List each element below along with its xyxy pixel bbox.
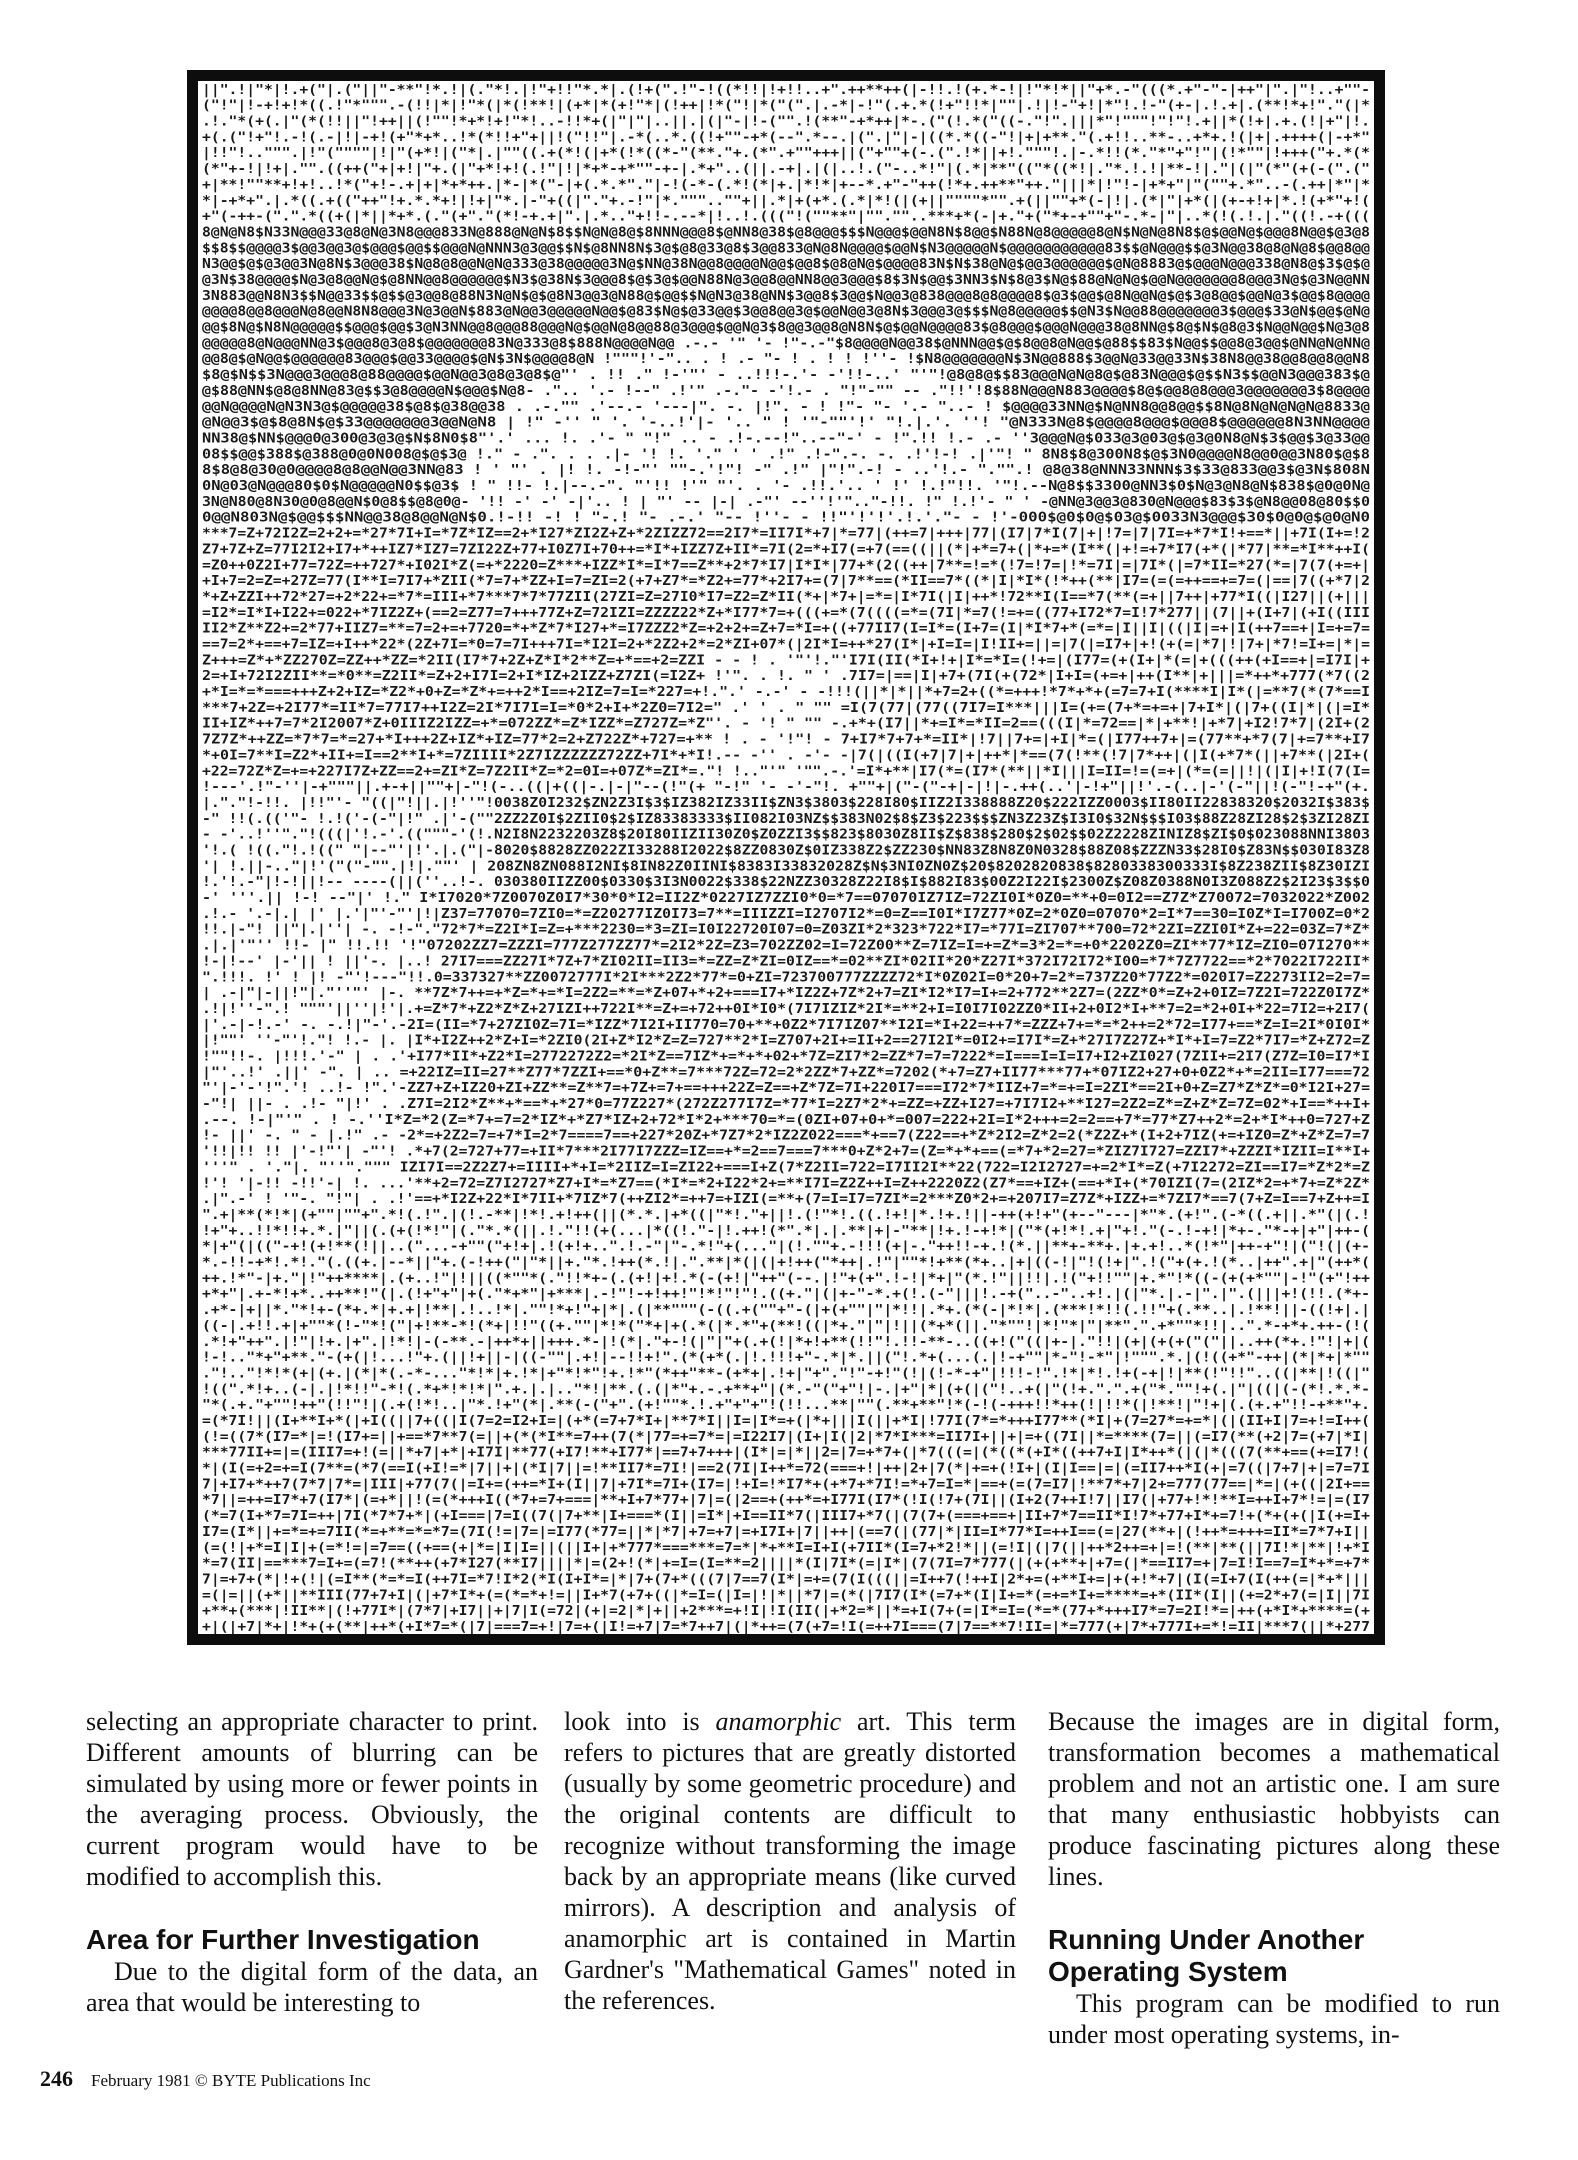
ascii-row: ++.!*"-|+."|!"++****|.(+..!"|!||((*""*(."!!*+-(.(+!|+!.*(-(+!|"++"(--.|!"+(+".!-!|*+|"(*.!"||!!|.!("+!!""|+.*"!*((-(+(+*""|-!"(+"!++ (202, 1271, 1371, 1287)
ascii-row: =Z0++0Z2I+77=72Z=++727*+I02I*Z(=+*2220=Z***+IZZ*I*=I*7==Z**+2*7*I7|I*I*|77+*(2((++|7**=!=*(!7=!7=|!*=7I|=|7I*(|=7*II=*27(*=|7(7(+=+| (202, 558, 1370, 574)
ascii-row: (!=((7*(I7=*|=!(I7+=||+==*7**7(=||+(*(*I**=7++(7(*|77=+=7*=|=I22I7|(I+|I(|2|*7*I***=II7I+||+|=+((7I||*=****(7=||(=I7(**(+2|7=(+7|*I| (202, 1429, 1370, 1445)
footer-credit: February 1981 © BYTE Publications Inc (91, 2071, 371, 2090)
ascii-row: |'.-|-!.-' -. -.!|"-'.-2I=(II=*7+27ZI0Z=7I=*IZZ*7I2I+II770=70+**+0Z2*7I7IZ07**I2I=*I+22=++7*=ZZZ+7+=*=*2++=2*72=I77+==*Z=I=2I*0I0I* (202, 1017, 1371, 1033)
ascii-row: '!.( !((."!.!((" "|--"'|!'.|.("|-8020$8828ZZ022ZI33288I2022$8ZZ0830Z$0IZ338Z2$ZZ230$NN83Z8N8Z0N0328$88Z08$ZZZN33$28I0$Z83N$$030I83Z8 (202, 843, 1371, 859)
ascii-row: | .-|"|-||!"|."''"' |-. **7Z*7++=+*Z=*+=*I=2Z2=**=*Z+07+*+2+===I7+*IZ2Z+7Z*2+7=ZI*I2*I7=I+=2+772**2Z7=(2ZZ*0*=Z+2+0IZ=7Z2I=722Z0I7Z* (202, 986, 1371, 1002)
ascii-row: NN38@$NN$@@@0@300@3@3@$N$8N0$8"'.' ... !. .'- " "!" .. - .!-.--!"..--"-' - !".!! !.- .- ''3@@@N@$033@3@03@$@3@0N8@N$3$@@$3@33@@ (202, 431, 1371, 447)
ascii-row: +*+"|.+-*!+*..++**!"(|.(!+"+"|+(."*+*"|+***|.-!"!-+!++!"!*!"!"!.((+."|(|+-"-*.+(!.(-"|||!.-+("..-"..+!.|(|"*.|.-|".|".(|||+!(!!.(*+- (202, 1287, 1370, 1303)
ascii-row: '!!|!! !! |'-!"'| -"'! .*+7(2=727+77=+II*7***2I77I7ZZZ=IZ==+*=2==7===7***0+Z*2+7=(Z=*+*+==(=*7+*2=27=*ZIZ7I727=ZZI7*+ZZZI*IZII=I**I+ (202, 1144, 1371, 1160)
ascii-row: II+IZ*++7=7*2I2007*Z+0IIIZ2IZZ=+*=072ZZ*=Z*IZZ*=Z727Z=*Z"'. - '! " "" -.+*+(I7||*+=I*=*II=2==(((I|*=72==|*|+**!|+*7|+I2!7*7|(2I+(2 (202, 716, 1370, 732)
emphasis-term: anamorphic (715, 1707, 842, 1736)
ascii-row: .!|!''-".! """'||''|!'|.+=Z*7*+Z2*Z*Z+27IZI++722I**=Z+=+72++0I*I0*(7I7IZIZ*2I*=**2+I=I0I7I02ZZ0*II+2+0I2*I+**7=2=*2+0I+*22=7I2=+2I7( (202, 1001, 1370, 1017)
ascii-row: ".!!!. !' ! |! -"'!---"!!.0=337327**ZZ0072777I*2I***2Z2*77*=0+ZI=723700777ZZZZ72*I*0Z02I=0*20+7=2*=737Z20*77Z2*=020I7=Z2273II2=2=7= (202, 970, 1371, 986)
ascii-row: 8$8@8@30@0@@@@8@8@@N@@3NN@83 ! ' "' . |! !. -!-"' ""-.'!"! -" .!" |"!".-! - ..'!.- "."".! @8@38@NNN33NNN$3$33@833@@3$@3N$808N (202, 463, 1371, 479)
ascii-row: Z+++=Z*+*ZZ270Z=ZZ++*ZZ=*2II(I7*7+2Z+Z*I*2**Z=+*==+2=ZZI - - ! . '"'!."'I7I(II(*I+!+|I*=*I=(!+=|(I77=(+(I+|*(=|+(((++(+I==+|=I7I|+ (202, 653, 1371, 669)
ascii-row: -" !!(.(('"- !.!('-(-"|!" .|'-(""2ZZ2Z0I$2ZII0$2$IZ83383333$II082I03NZ$$383N02$8$Z3$223$$$ZN3Z23Z$I3I0$32N$$$I03$88Z28ZI28$2$3ZI28ZI (202, 811, 1370, 827)
ascii-row: |!""' ''-"'!."! !.- |. |I*+I2Z++2*Z+I=*2ZI0(2I+Z*I2*Z=Z=727**2*I=Z707+2I+=II+2==27I2I*=0I2+=I7I*=Z+*27I7Z27Z+*I*+I=7=Z2*7I7=*Z+Z72=Z (202, 1033, 1371, 1049)
ascii-art-portrait (198, 81, 1374, 1634)
ascii-row: |"'..!' .||' -". | .. =+22IZ=II=27**Z77*7ZZI+==*0+Z**=7***72Z=72=2*2ZZ*7+ZZ*=7202(*+7=Z7+II77***77+*07IZ2+27+0+0Z2*+*=2II=I77===72 (202, 1065, 1370, 1081)
ascii-row: (*"+-!|!+|."".((++("+|+!|"+.(|"+*!+!(.!"|!|*+*-+*""-+-|.*+"..(||.-+|.|(|..!.("-..*!"|(.*|**"(("*((*!|."*.!.!|**-!|."|(|"(*"(+(-(".(" (202, 162, 1370, 178)
ascii-row: *.-!!-+*!.*!."(.((+.|--*||"+.(-!++("|"*||+."*.!++(*.!|.".**|*(|(|+!++("*++|.!"|""*!+**(*+..|+|((-!|"!(!+|".!("+(+.!(*..|++".+|"(++*( (202, 1255, 1370, 1271)
ascii-row: =(|=||(+*||**III(77+7+I|(|+7*I*+(=(*=*+!=||I+*7(+7+((|*=I=(|I=|!|*||*7|=(*(|7I7(I*(=7+*(I|I+=*(=+=*I+=****=+*(II*(I||(+=2*+7(=|I||7I (202, 1588, 1370, 1604)
ascii-row: 2=+I+72I2ZII**=*0**=Z2II*=Z+2+I7I=2+I*IZ+2IZZ+Z7ZI(=I2Z+ !'". . !. " ' .7I7=|==|I|+7+(7I(+(72*|I+I=(+=+|++(I**|+|||=*++*+777(*7((2 (202, 669, 1370, 685)
ascii-row: !'! '|-!! -!!'-| !. ...'**+2=72=Z7I2727*Z7+I*=*Z7==(*I*=*2+I22*2+=**I7I=Z2Z++I=Z++2220Z2(Z7*==+IZ+(==+*I+(*70IZI(7=(2IZ*2=+*7+=Z*2Z* (202, 1176, 1371, 1192)
ascii-row: +(.("!+"!.-!(.-|!|-+!(+"*+*..!*(*!!+"+||!("!!"|.-*(..*.((!+""-+*(--".*--.|(".|"|-|((*.*((-"!|+|+**."(.+!!..**-..+*+.!(|+|.++++(|-+*" (202, 130, 1370, 146)
page-footer (40, 2066, 371, 2092)
text-column-3 (1048, 1706, 1500, 2050)
ascii-row: ("!"|!-+!+!*((.!"*""".-(!!|*|!"*(|*(!**!|(+*|*(+!"*|(!++|!*("!|*("(".|.-*|-!"(.+.*(!+"!!*|""|.!|!-"+!|*"!.!-"(+-|.!.+|.(**!*+!"."(|* (202, 98, 1371, 114)
ascii-row: !- ||' -. " - |.!" .- -2*=+2Z2=7=+7*I=2*7====7==+227*20Z+*7Z7*2*IZ2Z022===*+==7(Z22==+*Z*2I2=Z*2=2(*Z2Z+*(I+2+7IZ(+=+IZ0=Z*+Z*Z=7=7 (202, 1128, 1370, 1144)
ascii-row: .|".-' ! '"-. "!"| . .!'==+*I2Z+22*I*7II+*7IZ*7(++ZI2*=++7=+IZI(=**+(7=I=I7=7ZI*=2***Z0*2+=+207I7=Z7Z*+IZZ+=*7ZI7*==7(7+Z=I==7+Z++=I (202, 1192, 1370, 1208)
ascii-row: !.'!.-"|!-!||!-- ----(||(''..!-. 030380IIZZ00$0330$3I3N0022$338$22NZZ30328Z22I8$I$882I83$00Z2I22I$2300Z$Z08Z0388N0I3Z088Z2$2I23$3$$0 (202, 875, 1371, 891)
ascii-row: 0@@N803N@$@@$$$NN@@38@8@@N@N$0.!-!! -! ! "-.! "- .-.' "-- !''- - !!"'!'!'.!.'."- - !'-000$@0$0@$03@$0033N3@@@$30$0@0@$@0@N0 (202, 510, 1371, 526)
ascii-row: @@8@$@N@@$@@@@@@83@@@$@@33@@@@$@N$3N$@@@@8@N !"""!'-".. . ! .- "- ! . ! ! !''- !$N8@@@@@@@N$3N@@888$3@@N@33@@33N$38N8@@38@@8@@8@@N8 (202, 352, 1371, 368)
ascii-row: !""!!-. |!!!.'-" | . .'+I77*II*+Z2*I=2772272Z2=*2I*Z==7IZ*+=*+*+02+*7Z=ZI7*2=ZZ*7=7=7222*=I===I=I=I7+I2+ZI027(7ZII+=2I7(Z7Z=I0=I7*I (202, 1049, 1370, 1065)
ascii-row: ***77II+=|=(III7=+!(=||*+7|+*|+I7I|**77(+I7!**+I77*|==7+7+++|(I*|=|*||2=|7=+*7+(|*7(((=|(*((*(+I*((++7+I|I*++*(|(|*(((7(**+==(+=I7!( (202, 1445, 1370, 1461)
ascii-row: @N@@3$@$8@8N$@$33@@@@@@@3@@N@N8 | !" -'' " '. '-..!'|- '.. " ! '"-""'!' "!.|.'. ''! "@N333N@8$@@@@8@@@$@@@8$@@@@@@8N3NN@@@@ (202, 415, 1371, 431)
ascii-row: 3N@N80@8N30@0@8@@N$0@8$$@8@0@- '!! -' -' -|'.. ! | "' -- |-| .-"' --''!'".."-!!. !" !.!'- " ' -@NN@3@@3@830@N@@@$83$3$@N8@@08@80$$0 (202, 494, 1371, 510)
ascii-row: ((-|.+!!.+|+""*(!-"*!("|+!**-*!(*+|!!"((+.""|*!*("*+|+(.*(|*.*"+(**!((|*+."|"|!||(*+*(||."*""!|*!"*|"|**".".+*""*!!|..".*-+*+.++-(!( (202, 1318, 1370, 1334)
ascii-row: I7=(I*||+=*=+=7II(*=+**=*=*7=(7I(!=|7=|=I77(*77=||*|*7|+7=+7|=+I7I+|7||++|(==7(|(77|*|II=I*77*I=++I==(=|27(**+|(!++*=+++=II*=7*7+I|| (202, 1524, 1370, 1540)
ascii-row: @@@@8@@8@@@N@8@@N8N8@@@3N@3@@N$883@N@@3@@@@@N@@$@83$N@$@33@@$3@@8@@3@$@@N@@3@8N$3@@@3@$$$N@8@@@@@$$@N3$N@@88@@@@@@@3$@@@$33@N$@@$@N@ (202, 304, 1371, 320)
ascii-row: ."!.."!*!*(+|(+.|(*|*(.-*-..."*!*|+.!*|+"*!*"!+.!*"(*++"**-(+*+|.!+|"+"."!"-+!"(!|(!-*-+"|!!!-!".!*|*!.!+(-+|!|**(!"!!"..((|**|!((|" (202, 1366, 1370, 1382)
text-column-2 (564, 1706, 1016, 2016)
ascii-row: *|-+*+".|.*((.+(("++"!+.*.*+!|!+|"*.|-"+((|"."+.-!"|*."""..""+||.*|+(+*.(.*|*!(|(+||""""*"".+(||""+*(-|!|.(*|"|+*(|(+-+!+|*.!(+*"+!( (202, 193, 1370, 209)
ascii-row: @@N@@@@N@N3N3@$@@@@@38$@8$@38@@38 . .-."" .'--.- '---|". -. |!". - ! !"- "- '.- "..- ! $@@@@33NN@$N@NN8@@8@@$$8N@8N@N@N@N@8833@ (202, 399, 1371, 415)
ascii-row: .+*-|+||*."*!+-(*+.*|+.+|!**|.!..!*|.""!*+!"+|*|.(|**"""(-((.+(""+"-(|+(+""|"|*!!|.*+.(*(-|*!*|.(***!*!!(.!!"+(.**..|.!**!||-((!+|.| (202, 1303, 1370, 1319)
body-text: look into is (564, 1707, 716, 1736)
ascii-row: -"!| ||- . .!- "|!' . .Z7I=2I2*Z**+*==*+*27*0=77Z227*(272Z277I7Z=*77*I=2Z7*2*+=ZZ=+ZZ+I27=+7I7I2+**I27=2Z2=Z*=Z+Z*Z=7Z=02*+I==*++I+ (202, 1097, 1371, 1113)
ascii-row: +22=72Z*Z=+=+227I7Z+ZZ==2+=ZI*Z=7Z2II*Z=*2=0I=+07Z*=ZI*=."! !.."'" '"".-.'=I*+**|I7(*=(I7*(**||*I|||I=II=!=(=+|(*=(=||!|(|I|+!I(7(I= (202, 764, 1371, 780)
ascii-row: =(*7I!||(I+**I+*(|+I((||7+((|I(7=2=I2+I=|(+*(=7+7*I+|**7*I||I=|I*=+(|*+|||I(||+*I|!77I(7*=*+++I77**(*I|+(7=27*=+=*|(|(II+I|7=+!=I++( (202, 1413, 1370, 1429)
body-paragraph: This program can be modified to run under most operating systems, in- (1048, 1989, 1500, 2049)
ascii-row: +I+7=2=Z=+27Z=77(I**I=7I7+*ZII(*7=7+*ZZ+I=7=ZI=2(+7+Z7*=*Z2+=77*+2I7+=(7|7**==(*II==7*((*|I|*I*(!*++(**|I7=(=(=++==+=7=(|==|7((+*7|2 (202, 574, 1370, 590)
ascii-row: 7|=+7+(*|!+(!|(=I**(*=*=I(++7I=*7!I*2(*I(I+I*=|*|7+(7+*(((7|7==7(I*|=+=(7(I(((||=I++7(!++I|2*+=(+**I+=|+(+!*+7|(I(=I+7(I(++(=|*+*||| (202, 1572, 1370, 1588)
ascii-row: 0N@03@N@@@80$0$N@@@@@N0$$@3$ ! " !!- !.|--.-". "'!! !'" "'. . '- .!!.'.. ' !' !.!"!!. '"!.--N@8$$3300@NN3$0$N@3@N8@N$838$@0@0N@ (202, 479, 1371, 495)
ascii-row: *7||=++=I7*+7(I7*|(=+*||!(=(*+++I((*7+=7+===|**+I+7*77+|7|=(|2==+(++*=+I77I(I7*(!I(!7+(7I||(I+2(7++I!7||I7(|+77+!*!**I=++I+7*!=|=(I7 (202, 1493, 1370, 1509)
ascii-row: .!."*(+(.|"(*(!!||"!++||(!""!*+*!+!"*!..-!!*+(|"|"|..||.|(|"-|!-("".!(**"-+*++|*-.("(!.*("((-."!".|||*"!"""!"!"!.+||*(!+|.+.(!|+"|!. (202, 114, 1370, 130)
ascii-row: !!.|-"! ||"|.|''| -. -!-"."72*7*=Z2I*I=Z=+***2230=*3=ZI=I0I22720I07=0=Z03ZI*2*323*722*I7=*77I=ZI707**700=72*2ZI=ZZI0I*Z+=22=03Z=7*Z* (202, 922, 1371, 938)
body-paragraph: Due to the digital form of the data, an area that would be interesting to (86, 1957, 538, 2017)
ascii-row: *|+"(|(("-+!(+!**(!||..("...-+""("+!+|.!(+!+..".!.-"|"-.*!"+(..."|(!.""+.-!!!(+|-."++!!-+.!(*.||**+-**+.|+.+!..*(!*"|++-+"!|("!(|(+- (202, 1239, 1370, 1255)
body-text: art. This term refers to pictures that are greatly distorted (usually by some geometric procedure) and the original contents are difficult to recognize without transforming the image back by an appropriate means (like curved mirrors). A description and analysis of anamorphic art is contained in Martin Gardner's "Mathematical Games" noted in the references. (564, 1707, 1017, 2015)
ascii-row: $8@$N$$3N@@@3@@@8@88@@@@$@@N@@3@8@3@8$@"' . !! ." !-'"' - ..!!!-.'- -'!!-..' "'"!@8@8@$$83@@@N@N@8@$@83N@@@$@$$N3$$@@N3@@@383$@ (202, 368, 1371, 384)
ascii-row: =I2*=I*I+I22+=022+*7IZ2Z+(==2=Z77=7+++77Z+Z=72IZI=ZZZZ22*Z+*I77*7=+(((+=*(7((((=*=(7I|*=7(!=+=((77+I72*7=I!7*277||(7||+(I+7|(+I((III (202, 605, 1370, 621)
ascii-row: !((".*!+..(-|.|!*!!"-*!(.*+*!*!*|".+.|.|.."*!|**.(.(|*"+.-.+**+"|(*.-"("+"!|-.|+"|*|(+(|("!..+(|"(!+.".".+("*.""!+(.|"|((|(-(*!.*.*- (202, 1382, 1370, 1398)
ascii-row: @$88@NN$@8@8NN@83@$$3@8@@@@N$@@@$N@8- .".. '.- !--" .!'" .-."- -'!.- . "!"-"" -- ."!!'!8$88N@@@N883@@@@$8@$@@8@8@@@3@@@@@@@3$8@@@@ (202, 383, 1371, 399)
ascii-row: '''" . '."|. "''".""" IZI7I==2Z2Z7+=IIII+*+I=*2IIZ=I=ZI22+===I+Z(7*Z2II=722=I7II2I**22(722=I2I2727=+=2*I*=Z(+7I2272=ZI==I7=*Z*2*=Z (202, 1160, 1371, 1176)
ascii-row: ***7=Z+72I2Z=2+2+=*27*7I+I=*7Z*IZ==2+*I27*ZI2Z+Z+*2ZIZZ72==2I7*=II7I*+7|*=77|(++=7|+++|77|(I7|7*I(7|+|!7=|7|7I=+*7*I!+==*||+7I(I+=!2 (202, 526, 1370, 542)
ascii-row: ==7=2*+==+7=IZ=+I++*22*(2Z+7I=*0=7=7I+++7I=*I2I=2+*2Z2+2*=2*ZI+07*(|2I*I=++*27(I*|+I=I=|I!II+=||=|7(|=I7+|+!(+(=|*7|!|7+|*7!=I+=|*|= (202, 637, 1371, 653)
ascii-row: +|**!""**+!+!..!*("+!-.+|+|*+*++.|*-|*("-|+(.*.*"."|-!(-*-(.*!(*|+.|*!*|+--*.+"-"++(!*+.++**"++."|||*|!"!-|+*+"|"(""+.*"..-(.++|*"|* (202, 177, 1371, 193)
body-paragraph: selecting an appropriate character to print. Different amounts of blurring can be simulated by using more or fewer points in the averaging process. Obviously, the current program would have to be modified to accomplish this. (86, 1707, 538, 1891)
ascii-row: .*!+"++".|!"|!+.|+".|!*!|-(-**.-|++*+||+++.*-|!(*|."+-!(|"|"+(.+(!|*+!+**(!!"!.!!-**-..((+!("((|+-|."!!|(+|(+(+("("||..++(*+.!"!|+|( (202, 1334, 1370, 1350)
ascii-row: II2*Z**Z2+=2*77+IIZ7=**=7=2+=+7720=*+*Z*7*I27+*=I7ZZZ2*Z=+2+2+=Z+7=*I=+((+77II7(I=I*=(I+7=(I|*I*7+*(=*=|I||I|((|I|=+|I(++7==+|I=+=7= (202, 621, 1371, 637)
ascii-row: .!.- '.-|.| |' |.'|"'-"'|!|Z37=77070=7ZI0=*=Z20277IZ0I73=7**=IIIZZI=I2707I2*=0=Z==I0I*I7Z77*0Z=2*0Z0=07070*2=I*7==30=I0Z*I=I700Z=0*2 (202, 906, 1370, 922)
ascii-row: +|(|+7|*+|!*+(+(**|++*(+I*7=*(|7|===7=+!|7=+(|I!=+7|7=*7++7|(|*++=(7(+7=!I(=++7I===(7|7==**7!II=|*=777(+|7*+777I+=*!=II|***7(||*+277 (202, 1620, 1370, 1634)
ascii-row: Z7+7Z+Z=77I2I2+I7+*++IZ7*IZ7=7ZI22Z+77+I0Z7I+70++=*I*+IZZ7Z+II*=7I(2=*+I7(=+7(==((||(*|+*=7+(|*+=*(I**(|+!=+7*I7(+*(|*77|**=*I**++I( (202, 542, 1370, 558)
ascii-row: !-|!--' |-'|| ! ||'-. |..! 27I7===ZZ27I*7Z+7*ZI02II=II3=*=ZZ=Z*ZI=0IZ==*=02**ZI*02II*20*Z27I*372I72I72*I00=*7*7Z7722==*2*7022I722II* (202, 954, 1371, 970)
ascii-row: +*I=*=*===+++Z+2+IZ=*Z2*+0+Z=*Z*+=++2*I==+2IZ=7=I=*227=+!.".' -.-' - -!!!(||*|*||*+7=2+((*=+++!*7*+*+(=7=7+I(****I|I*(|=**7(*(7*==I (202, 685, 1370, 701)
ascii-row: (=(!|+*=I|I|+(=*!=|=7==((+==(+|*=|I|I=||(||I+|+*777*===***=7=*|*+**I=I+I(+7II*(I=7+*2!*||(=!I|(|7(||++*2++=+|=!(**|**(||7I!*|**|!+*I (202, 1540, 1370, 1556)
ascii-row: (*=7(I+*7=7I=++|7I(*7*7+*|(+I===|7=I((7(|7+**|I+===*(I||=I*|+I==II*7(|III7+*7(|(7(7+(===+==+|II+7*7==II*I!7*+77+I*+=7!+(*+(+(|I(+=I+ (202, 1509, 1371, 1525)
ascii-row: "'|-'-'!".'! ..!- !".'-ZZ7+Z+IZ20+ZI+ZZ**=Z**7=+7Z+=7+==+++22Z=Z==+Z*7Z=7I+220I7===I72*7*IIZ+7=*=+=I=2ZI*==2I+0+Z=Z7*Z*Z*=0*I2I+27= (202, 1081, 1371, 1097)
ascii-row: N3@@$@$@3@@3N@8N$3@@@38$N@8@8@@N@N@333@38@@@@@3N@$NN@38N@@8@@@@N@@$@@8$@8@N@$@@@@83N$N$38@N@$@@3@@@@@@$@N@8883@$@@@N@@@338@N8@$3$@$@ (202, 257, 1371, 273)
ascii-row: .--. !-|"'" . ! -.''I*Z=*2(Z=*7+=7=2*IZ*+*Z7*IZ+2+72*I*2+***70=*=(0ZI+07+0+*=007=222+2I=I*2+++=2=2==+7*=77*Z7++2*=2+*I*++0=727+Z (202, 1112, 1371, 1128)
page-number: 246 (40, 2066, 73, 2091)
ascii-row: +"(-++-(".".*((+(|*||*+*.(."(+"."(*!-+.+|".|.*.."+!!-.--*|!..!.((("!(""**"|"".""..***+*(-|+."+("*+-+""+"-.*-|"|..*(!(.!.|."((!.-+((( (202, 209, 1370, 225)
section-heading: Running Under Another Operating System (1048, 1924, 1365, 1987)
ascii-row: |."."!-!!. |!!"'- "((|"!||.|!''"!0038Z0I232$ZN2Z3I$3$IZ382IZ33II$ZN3$3803$228I80$IIZ2I338888Z20$222IZZ0003$II80II22838320$2032I$383$ (202, 795, 1370, 811)
ascii-row: @3N$38@@@@$N@3@8@@N@$@8NN@@8@@@@@@$N3$@38N$3@@@8$@$3@$@@N88N@3@@8@@NN8@@3@@@$8$3N$@@$3NN3$N$8@3$N@$88@N@N@$@@N@@@@@@@8@@@3N@$@3N@@NN (202, 273, 1371, 289)
ascii-row: -' '''.|| !-! --"|' !." I*I7020*7Z0070Z0I7*30*0*I2=II2Z*0227IZ7ZZI0*0=*7==07070IZ7IZ=72ZI0I*0Z0=**+0=0I2==Z7Z*Z70072=7032022*Z002 (202, 891, 1370, 907)
ascii-art-figure (187, 70, 1385, 1645)
ascii-row: 7|+I7+*++7(7*7|7*=|III|+77(7(|=I+=(++=*I+(I||7|+7I*=7I+(I7=|!+I=!*I7*+(+*7+*7I!=*+7=I=*|==+(=(7=I7|!**7*+7|2+=777(77==|*=|(+((|2I+== (202, 1477, 1371, 1493)
ascii-row: |!!"!..""".|!"(""""|!|"(+*!|("*|.|""((.+(*!(|+*(!*((*-"(**."+.(*".+""+++||("+""+(-.(".!*||+!."""!.|-.*!!(*."*"+"!"|(!*""|!+++("+.*(* (202, 146, 1371, 162)
ascii-row: 8@N@N8$N33N@@@33@8@N@3N8@@@833N@888@N@N$8$$N@N@8@$8NNN@@@8$@NN8@38$@8@@@$$$N@@@$@@N8N$8@@$N88N@8@@@@@8@N$N@N@8N8$@$@@N@$@@@8N@@$@3@8 (202, 225, 1371, 241)
body-paragraph: Because the images are in digital form, transformation becomes a mathematical problem and not an artistic one. I am sure that many enthusiastic hobbyists can produce fascinating pictures along these lines. (1048, 1707, 1500, 1891)
ascii-row: "*(.+."+""!++"(!!"!|(.+(!*!..|"*.!+"(*|.**(-("+".(+!""*.!.+"+"+"!(!!...**|""(.**+**"!*(-!(-+++!!*++(!|!!*(|!**!|"!+|(.(+.+"!!-+**"+. (202, 1398, 1370, 1414)
ascii-row: +**+(***|!II**|(!+77I*|(7*7|+I7||+|7|I(=72|(+|=2|*|+||+2***=+!I|!I(II(|+*2=*||*=+I(7+(=|I*=I=(*=*(77+*+++I7*=7=2I!*=|++(+*I*+****=(+ (202, 1604, 1371, 1620)
ascii-row: !-!.."*+"+**."-(+(|!...!"+.(||!+||-|((-""|.+!|--!!+!".(*(+*(.|!.!!!+"-.*|*.||("!.*+(...(.|!-+""|*-"!-*"|!""".*.|(!((+*"-++|(*|*+|*"" (202, 1350, 1370, 1366)
ascii-row: *=7(II|==***7=I+=(=7!(**++(+7*I27(**I7||||*|=(2+!(*|+=I=(I=**=2||||*(I|7I*(=|I*|(7(7I=7*777(|(+(+**+|+7=(|*==II7=+|7=I!I==7=I*+*=+7* (202, 1556, 1371, 1572)
section-heading: Area for Further Investigation (86, 1924, 480, 1955)
ascii-row: - -'..!''"."!(((|'!.-'.(("""-'(!.N2I8N2232203Z8$20I80IIZII30Z0$Z0ZZI3$$823$8030Z8II$Z$838$280$2$02$$02Z2228ZINIZ8$ZI$0$023088NNI3803 (202, 827, 1370, 843)
ascii-row: 3N883@@N8N3$$N@@33$$@$$@3@@8@88N3N@N$@$@8N3@@3@N88@$@@$$N@N3@38@NN$3@@8$3@@$N@@3@838@@@8@8@@@@8$@3$@@$@8N@@N@$@$3@8@@$@@N@3$@@$8@@@@ (202, 288, 1371, 304)
ascii-row: .|.|'"'' !!- |" !!.!! '!"07202ZZ7=ZZZI=777Z277ZZ77*=2I2*2Z=Z3=702ZZ02=I=72Z00**Z=7IZ=I=+=Z*=3*2=*=+0*2202Z0=ZI**77*IZ=ZI0=07I270** (202, 938, 1371, 954)
ascii-row: $$8$$@@@@3$@@3@@3@$@@@$@@$$@@@N@NNN3@3@@$$N$@8NN8N$3@$@8@33@8$3@@833@N@8N@@@@$@@N$N3@@@@@N$@@@@@@@@@@@83$$@N@@@$$@3N@@38@8@N@8$@@8@@ (202, 241, 1371, 257)
ascii-row: 7Z7Z*++ZZ=*7*7=*=27+*I+++2Z+IZ*+IZ=77*2=2+Z722Z*+727=+** ! . - '!"! - 7+I7*7+7+*=II*|!7||7+=|+I|*=(|I77++7+|=(77**+*7(7|+=7**+I7 (202, 732, 1370, 748)
body-paragraph (564, 1706, 1016, 2016)
ascii-row: *+0I=7**I=Z2*+II+=I==2**I+*=7ZIIII*2Z7IZZZZZZ72ZZ+7I*+*I!.-- -'' . -'- -|7(|((I(+7|7|+|++*|*==(7(!**(!7|7*++|(|I(+*7*(||+7**(|2I+( (202, 748, 1370, 764)
ascii-row: @@$8N@$N8N@@@@@$$@@@$@@$3@N3NN@@8@@@88@@@N@$@@N@8@@88@3@@@$@@N@3$8@@3@@8@N8N$@$@@N@@@@83$@8@@@$@@@N@@@38@8NN@$8@$N$@8@3$N@@N@@$N@3@8 (202, 320, 1371, 336)
ascii-row: *|(I(=+2=+=I(7**=(*7(==I(+I!=*|7||+|(*I|7||=!**II7*=7I!|==2(7I|I++*=72(===+!|++|2+|7(*|+=+(!I+|(I|I==|=|(=II7++*I(+|=7((|7+7|+|=7=7I (202, 1461, 1370, 1477)
ascii-row: 08$$@@$388$@388@0@0N008@$@$3@ !." - .". . . .|- '! !. '." ' ' .!" .!-".-. -. .!'!-! .|'"! " 8N8$8@300N8$@$3N0@@@@N8@@0@@3N80$@$8 (202, 447, 1371, 463)
ascii-row: '| !.||-.."|!'("("-"".|!|.""' | 208ZN8ZN088I2NI$8IN82Z0IINI$8383I33832028Z$N$3NI0ZN0Z$20$8202820838$8280338300333I$8Z238ZII$8Z30IZI (202, 859, 1370, 875)
ascii-row: ".+|**(*!*|(+""|""+".*!(.!".|(!.-**|!*!.+!++(||(*.*.|+*((|"*!."+||!.(!"*!.((.!+!|*.!+.!||-++(+!+"(+--"---|*"*.(+!".(-*((.+||.*"(|(.! (202, 1207, 1370, 1223)
ascii-row: ||".!|"*|!.+("|.("||"-**"!*.!|(."*!.|!"+!!"*.*|.(!+(".!"-!((*!!|!+!!..+".++**++(|-!!.!(+.*-!|!"*!*||"+*.-"(((*.+"-"-|++"|".|"!..+""- (202, 82, 1370, 98)
ascii-row: !+"+..!!*!!+.*.|"||(.(+(!*!"|(."*.*(||.!."!!(+(...|*((!."-|!.++!(*".*|.|.**|+|-"**|!+.!-+!*|("*(+!*!.+|"+!."(-.!-+!|*+-."*-+|+"|++-( (202, 1223, 1370, 1239)
text-column-1 (86, 1706, 538, 2018)
ascii-row: ***7+2Z=+2I77*=II*7=77I7++I2Z=2I*7I7I=I=*0*2+I+*2Z0=7I2=" .' ' . " "" =I(7(77|(77((7I7=I***|||I=(+=(7+*=+=+|7+I*|(|7+((I|*|(|=I* (202, 700, 1371, 716)
ascii-row: *+Z+ZZI++72*27=+2*22+=*7*=III+*7***7*7*77ZII(27ZI=Z=27I0*I7=Z2=Z*II(*+|*7+|=*=|I*7I(|I|++*!72**I(I==*7(**(=+||7++|+77*I((|I27||(+||| (202, 589, 1370, 605)
ascii-row: !---'.!"-''|-+"""||.+-+||""+|-"!(-..((|+((|-.|-|"--(!"(+ "-!" '- -'-"!. +""+|("-("-+|-|!|-.++(..'|-!+"||!'.-(..|-'(-"||!(-"!-+"(+. (202, 780, 1370, 796)
ascii-row: @@@@@8@N@@@NN@3$@@@8@3@8$@@@@@@@83N@333@8$888N@@@@N@@ .-.- '" '- !"-.-"$8@@@@N@@38$@NNN@@$@$8@@8@N@@$@88$$83$N@@$$@@8@3@@$@NN@N@NN@ (202, 336, 1371, 352)
